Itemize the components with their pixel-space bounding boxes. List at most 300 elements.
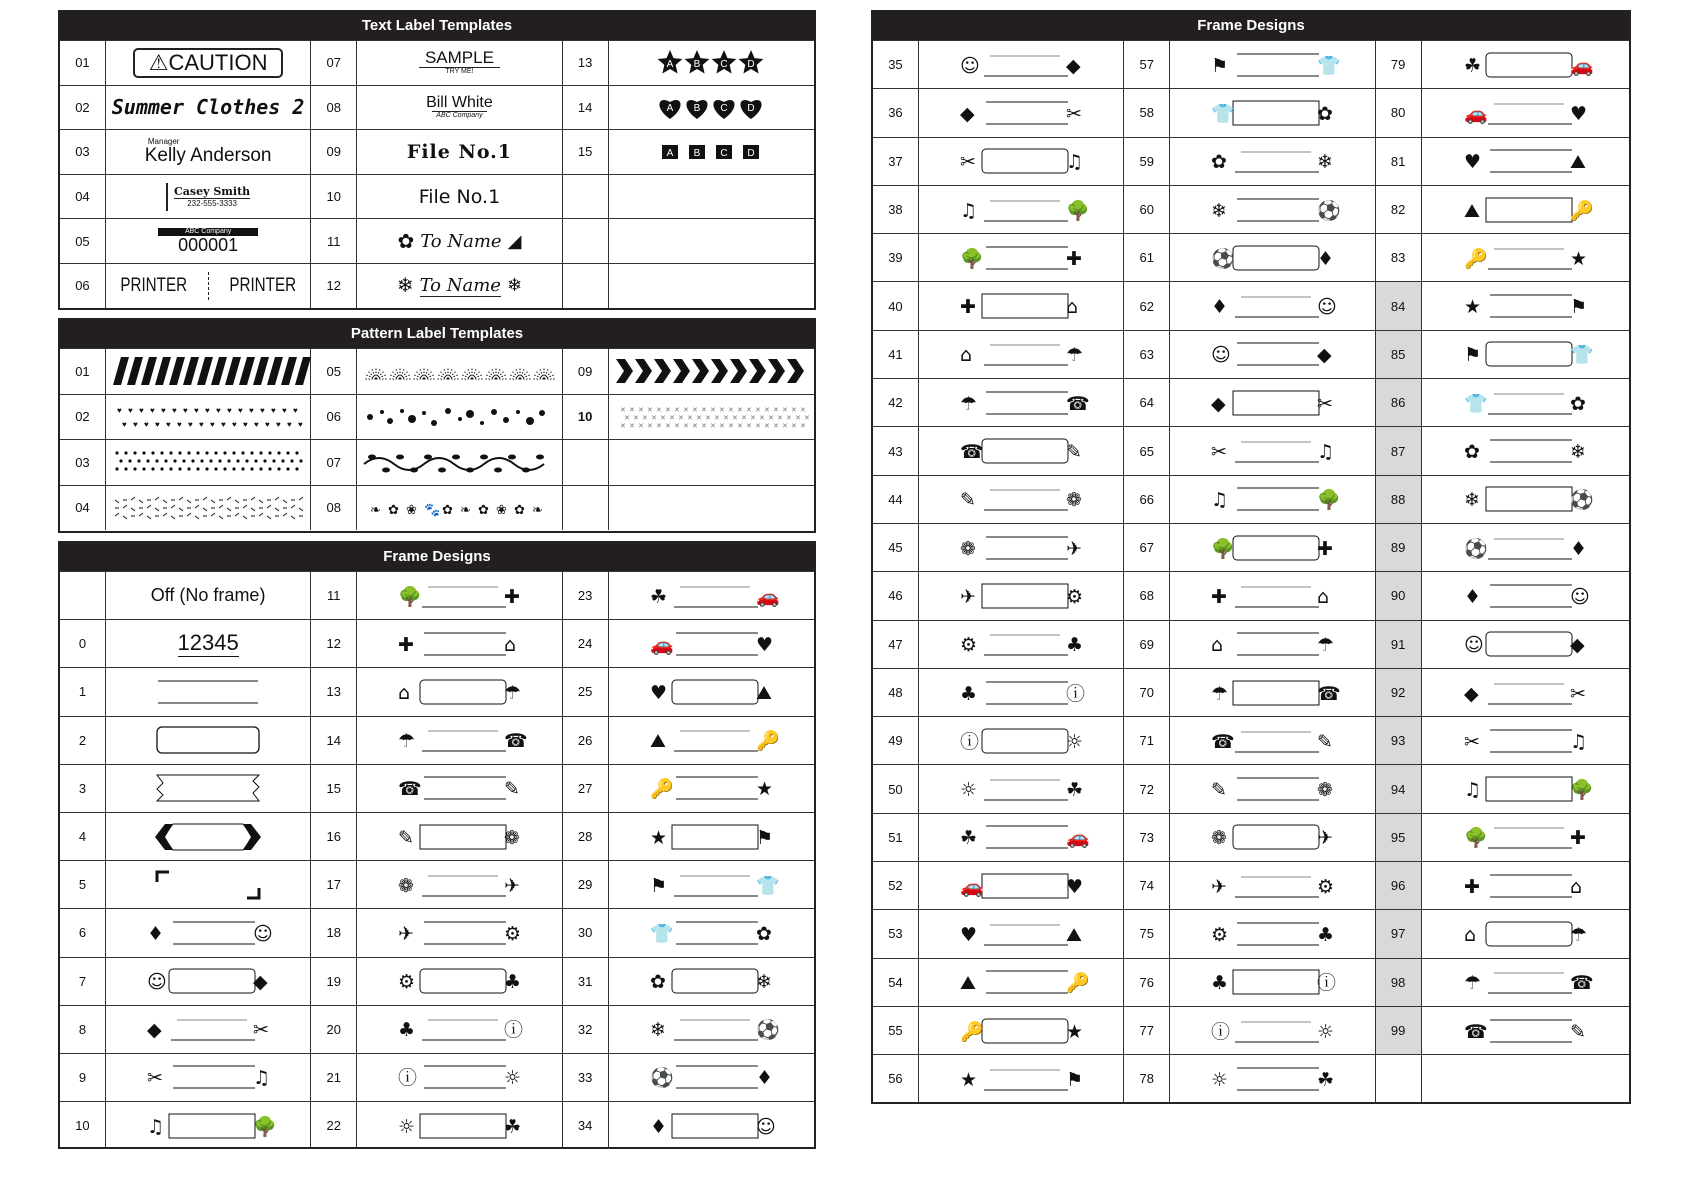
shape-letter: B (693, 58, 701, 70)
template-number: 10 (563, 395, 609, 440)
frame-sample (106, 620, 311, 667)
frame-row (873, 1006, 1629, 1054)
frame-right-ornament-icon: ☺ (1317, 296, 1338, 319)
template-number: 03 (60, 440, 106, 485)
frame-sample (609, 861, 814, 908)
frame-left-ornament-icon: ⚽ (650, 1067, 674, 1090)
svg-text:♥: ♥ (172, 405, 177, 415)
pattern-sample (357, 440, 562, 485)
svg-text:♥: ♥ (144, 419, 149, 429)
frame-number: 17 (311, 861, 357, 908)
svg-text:♥: ♥ (150, 405, 155, 415)
frame-right-ornament-icon: ⚙ (504, 922, 522, 945)
frame-66 (1207, 482, 1342, 516)
svg-text:✕: ✕ (674, 406, 681, 414)
frame-sample (1422, 814, 1629, 861)
casey-block (174, 185, 250, 209)
frame-row (873, 668, 1629, 716)
frame-right-ornament-icon: ⌂ (1570, 875, 1583, 898)
frame-left-ornament-icon: ☂ (398, 730, 416, 753)
frame-number: 14 (311, 717, 357, 764)
frame-number: 4 (60, 813, 106, 860)
svg-text:♥: ♥ (265, 419, 270, 429)
frame-number: 89 (1376, 524, 1422, 571)
frame-left-ornament-icon: ✂ (1211, 441, 1228, 464)
svg-text:✕: ✕ (660, 414, 667, 422)
frame-left-ornament-icon: ❁ (960, 537, 977, 560)
text-template-sample (609, 130, 814, 174)
frame-number: 25 (563, 668, 609, 715)
frame-9 (143, 1060, 273, 1094)
frame-number: 74 (1124, 862, 1170, 909)
frame-number: 46 (873, 572, 919, 619)
svg-text:✕: ✕ (633, 414, 640, 422)
frame-right-ornament-icon: ❄ (756, 971, 773, 994)
frame-number: 90 (1376, 572, 1422, 619)
frame-52 (956, 869, 1086, 903)
frame-left-ornament-icon: ♦ (1464, 585, 1482, 608)
frame-left-ornament-icon: ✈ (960, 585, 977, 608)
shape-letter: A (666, 58, 674, 70)
shape-letter: C (720, 147, 728, 159)
frame-42 (956, 386, 1090, 420)
frame-right-ornament-icon: ♥ (1066, 875, 1084, 898)
frame-left-ornament-icon: 🌳 (960, 247, 984, 270)
svg-text:✕: ✕ (782, 422, 789, 430)
shape-letter: B (693, 103, 701, 115)
frame-70 (1207, 676, 1342, 710)
frame-sample (919, 717, 1124, 764)
frame-62 (1207, 289, 1337, 323)
frame-right-ornament-icon: ❁ (1317, 779, 1334, 802)
frame-number: 48 (873, 669, 919, 716)
frame-left-ornament-icon: 🔑 (650, 778, 674, 801)
frame-row (60, 1053, 814, 1101)
frame-sample (106, 861, 311, 908)
frame-left-ornament-icon: ⚽ (1211, 247, 1236, 270)
frame-69 (1207, 627, 1337, 661)
pattern-sample (609, 395, 814, 440)
frame-number: 19 (311, 958, 357, 1005)
pattern-template-row (60, 485, 814, 531)
frame-right-ornament-icon: ✎ (504, 778, 521, 801)
template-number (563, 175, 609, 219)
frame-left-ornament-icon: ★ (1464, 296, 1482, 319)
template-number: 13 (563, 41, 609, 85)
frame-left-ornament-icon: ⚑ (650, 874, 668, 897)
frame-row (873, 716, 1629, 764)
frame-sample (357, 1054, 562, 1101)
text-templates-title: Text Label Templates (60, 12, 814, 40)
pattern-sample (357, 486, 562, 531)
frame-sample (1422, 959, 1629, 1006)
svg-text:❀: ❀ (496, 501, 508, 517)
svg-text:✕: ✕ (719, 406, 726, 414)
pattern-sample (106, 486, 311, 531)
frame-sample (919, 138, 1124, 185)
svg-text:♥: ♥ (298, 419, 303, 429)
frame-right-ornament-icon: ✂ (1317, 392, 1334, 415)
frame-left-ornament-icon: ☎ (960, 441, 984, 464)
frame-left-ornament-icon: ♥ (960, 923, 978, 946)
svg-text:✕: ✕ (705, 414, 712, 422)
frame-sample (919, 89, 1124, 136)
frame-sample (1422, 331, 1629, 378)
svg-text:✕: ✕ (651, 414, 658, 422)
frame-23 (646, 579, 780, 613)
frame-right-ornament-icon: ◆ (253, 971, 268, 994)
casey-smith-label: Casey Smith (174, 184, 251, 198)
frame-right-ornament-icon: ✈ (504, 874, 521, 897)
frame-left-ornament-icon: ⚑ (1211, 54, 1229, 77)
frame-right-ornament-icon: ☘ (1066, 779, 1084, 802)
frame-right-ornament-icon: 🔑 (756, 730, 780, 753)
frame-sample (1170, 138, 1375, 185)
svg-text:✕: ✕ (795, 414, 802, 422)
frame-60 (1207, 193, 1342, 227)
template-number: 10 (311, 175, 357, 219)
frame-number: 95 (1376, 814, 1422, 861)
frame-sample (1422, 1007, 1629, 1054)
svg-text:✕: ✕ (764, 422, 771, 430)
frame-left-ornament-icon: ✿ (650, 971, 667, 994)
svg-text:♥: ♥ (293, 405, 298, 415)
frame-37 (956, 144, 1086, 178)
svg-text:✕: ✕ (773, 406, 780, 414)
frame-right-ornament-icon: ⛰ (756, 681, 773, 704)
frame-number: 10 (60, 1102, 106, 1149)
abc-company-bar: ABC Company (158, 228, 258, 236)
frame-sample (106, 958, 311, 1005)
frame-11 (394, 579, 524, 613)
frame-18 (394, 916, 524, 950)
svg-text:✕: ✕ (638, 406, 645, 414)
frame-number: 78 (1124, 1055, 1170, 1102)
frame-sample (919, 186, 1124, 233)
svg-text:✕: ✕ (737, 406, 744, 414)
file-no-serif-label: File No.1 (406, 140, 513, 163)
frame-sample (609, 572, 814, 619)
svg-text:✕: ✕ (701, 422, 708, 430)
frame-right-ornament-icon: ☺ (756, 1115, 777, 1138)
frame-sample (1422, 572, 1629, 619)
svg-text:✕: ✕ (665, 406, 672, 414)
shape-letter: B (693, 147, 701, 159)
frame-right-ornament-icon: ◆ (1317, 344, 1333, 367)
frame-right-ornament-icon: ⓘ (1317, 972, 1337, 995)
frame-row (873, 137, 1629, 185)
frame-47 (956, 627, 1086, 661)
svg-text:✕: ✕ (786, 414, 793, 422)
text-template-row (60, 40, 814, 85)
text-template-sample (106, 130, 311, 174)
template-number: 06 (311, 395, 357, 440)
frame-sample (609, 668, 814, 715)
frame-sample (919, 234, 1124, 281)
frame-sample (106, 1102, 311, 1149)
frame-right-ornament-icon: ✿ (756, 922, 773, 945)
frame-right-ornament-icon: 🌳 (1066, 199, 1090, 222)
frame-sample (106, 909, 311, 956)
svg-text:✕: ✕ (710, 406, 717, 414)
frame-number: 44 (873, 476, 919, 523)
frame-right-ornament-icon: ⚙ (1066, 585, 1084, 608)
frame-right-ornament-icon: ☼ (504, 1067, 522, 1090)
frame-17 (394, 868, 524, 902)
svg-text:✕: ✕ (728, 406, 735, 414)
svg-text:✕: ✕ (678, 414, 685, 422)
frame-row (60, 1101, 814, 1149)
frame-left-ornament-icon: ✚ (1464, 875, 1481, 898)
frame-right-ornament-icon: ♦ (1570, 537, 1588, 560)
frame-78 (1207, 1062, 1337, 1096)
template-number: 07 (311, 41, 357, 85)
try-me-caption: TRY ME! (445, 68, 474, 76)
frame-left-ornament-icon: ❁ (398, 874, 415, 897)
frame-93 (1460, 724, 1590, 758)
frame-sample (1170, 1007, 1375, 1054)
frame-sample (106, 1006, 311, 1053)
template-number: 08 (311, 486, 357, 531)
frame-94 (1460, 772, 1594, 806)
svg-text:✕: ✕ (723, 414, 730, 422)
pattern-animals (364, 494, 554, 522)
text-template-sample (357, 175, 562, 219)
frame-right-ornament-icon: 👕 (1317, 54, 1342, 77)
frame-sample (919, 524, 1124, 571)
frame-row (873, 1054, 1629, 1102)
frame-number: 32 (563, 1006, 609, 1053)
frame-right-ornament-icon: ☎ (1066, 392, 1090, 415)
text-template-row (60, 85, 814, 130)
frame-sample (609, 958, 814, 1005)
svg-text:♥: ♥ (199, 419, 204, 429)
svg-text:✕: ✕ (710, 422, 717, 430)
frame-left-ornament-icon: ✈ (1211, 875, 1228, 898)
svg-text:✕: ✕ (804, 414, 811, 422)
svg-text:♥: ♥ (216, 405, 221, 415)
frame-sample (1422, 524, 1629, 571)
frame-number: 71 (1124, 717, 1170, 764)
frame-left-ornament-icon: ⚙ (398, 971, 416, 994)
frame-sample (1170, 765, 1375, 812)
frame-row (60, 571, 814, 619)
frame-right-ornament-icon: ⌂ (504, 633, 517, 656)
frame-14 (394, 723, 529, 757)
frame-number: 98 (1376, 959, 1422, 1006)
frame-left-ornament-icon: ✂ (960, 151, 977, 174)
frame-25 (646, 675, 776, 709)
frame-number: 85 (1376, 331, 1422, 378)
svg-text:♥: ♥ (194, 405, 199, 415)
svg-text:✕: ✕ (692, 422, 699, 430)
text-template-sample (357, 86, 562, 130)
dashed-divider (208, 272, 209, 300)
frame-left-ornament-icon: ☺ (960, 54, 980, 77)
frame-left-ornament-icon: ☺ (1211, 344, 1232, 367)
frame-number (60, 572, 106, 619)
frame-right-ornament-icon: ♫ (1570, 730, 1588, 753)
frame-left-ornament-icon: ⌂ (398, 681, 411, 704)
frame-number: 84 (1376, 282, 1422, 329)
frame-right-ornament-icon: ★ (756, 778, 774, 801)
frame-95 (1460, 820, 1590, 854)
text-template-sample (106, 41, 311, 85)
frame-sample (106, 717, 311, 764)
svg-text:♥: ♥ (155, 419, 160, 429)
frame-left-ornament-icon: ♣ (960, 682, 978, 705)
frame-sample (609, 765, 814, 812)
frame-sample (919, 1007, 1124, 1054)
frame-right-ornament-icon: ⛰ (1066, 923, 1083, 946)
frame-right-ornament-icon: ☼ (1066, 730, 1084, 753)
frame-number: 15 (311, 765, 357, 812)
frame-left-ornament-icon: ❄ (1464, 489, 1481, 512)
svg-text:✕: ✕ (741, 414, 748, 422)
svg-text:✕: ✕ (701, 406, 708, 414)
printer-label-right: PRINTER (229, 274, 296, 296)
frame-left-ornament-icon: ♦ (650, 1115, 668, 1138)
frame-number: 75 (1124, 910, 1170, 957)
caution-label: ⚠CAUTION (133, 48, 284, 78)
frame-right-ornament-icon: ◆ (1570, 634, 1585, 657)
frame-number: 47 (873, 621, 919, 668)
frame-right-ornament-icon: ☎ (1317, 682, 1342, 705)
frame-sample (1170, 379, 1375, 426)
frame-sample (609, 1054, 814, 1101)
svg-text:♥: ♥ (227, 405, 232, 415)
frame-91 (1460, 627, 1590, 661)
frame-right-ornament-icon: ☂ (1570, 923, 1588, 946)
frame-sample (919, 331, 1124, 378)
svg-text:♥: ♥ (260, 405, 265, 415)
frame-right-ornament-icon: ♫ (253, 1067, 271, 1090)
frame-sample (919, 572, 1124, 619)
frame-left-ornament-icon: ⓘ (1211, 1020, 1231, 1043)
svg-text:✕: ✕ (642, 414, 649, 422)
text-template-sample (357, 264, 562, 308)
svg-text:❧: ❧ (532, 501, 544, 517)
frame-sample (609, 620, 814, 667)
frame-right-ornament-icon: ⌂ (1066, 296, 1079, 319)
frame-right-ornament-icon: ⚑ (1066, 1068, 1084, 1091)
frame-84 (1460, 289, 1590, 323)
frame-right-ornament-icon: 🚗 (1066, 827, 1090, 850)
frame-sample (1170, 524, 1375, 571)
svg-text:♥: ♥ (282, 405, 287, 415)
svg-text:✕: ✕ (777, 414, 784, 422)
frame-zero-sample: 12345 (177, 630, 239, 656)
frame-right-ornament-icon: ♣ (1066, 634, 1084, 657)
frame-row (60, 764, 814, 812)
frame-sample (1170, 186, 1375, 233)
svg-text:✕: ✕ (638, 422, 645, 430)
frame-sample (609, 717, 814, 764)
frame-number: 58 (1124, 89, 1170, 136)
frame-row (60, 812, 814, 860)
frame-left-ornament-icon: ◆ (1211, 392, 1227, 415)
frame-right-ornament-icon: 🔑 (1066, 972, 1090, 995)
frame-left-ornament-icon: ❄ (1211, 199, 1228, 222)
frame-28 (646, 820, 776, 854)
svg-text:✕: ✕ (791, 422, 798, 430)
template-number (563, 264, 609, 308)
frame-number: 13 (311, 668, 357, 715)
frame-right-ornament-icon: ✎ (1317, 730, 1334, 753)
frame-34 (646, 1109, 776, 1143)
serial-number-label: 000001 (178, 235, 239, 256)
frame-sample (609, 1006, 814, 1053)
frame-left-ornament-icon: 🔑 (960, 1020, 984, 1043)
shape-letter: A (666, 103, 674, 115)
frame-sample (106, 1054, 311, 1101)
frame-number: 91 (1376, 621, 1422, 668)
template-number: 09 (311, 130, 357, 174)
template-number: 03 (60, 130, 106, 174)
frame-left-ornament-icon: ☺ (1464, 634, 1485, 657)
svg-text:✕: ✕ (719, 422, 726, 430)
frame-sample (1170, 41, 1375, 88)
frame-29 (646, 868, 780, 902)
template-number: 01 (60, 41, 106, 85)
frame-right-ornament-icon: ♫ (1317, 441, 1335, 464)
frame-64 (1207, 386, 1337, 420)
frame-sample (357, 1006, 562, 1053)
frame-row (873, 40, 1629, 88)
frame-6 (143, 916, 273, 950)
frame-number: 69 (1124, 621, 1170, 668)
printer-label-left: PRINTER (120, 274, 188, 296)
frame-number: 66 (1124, 476, 1170, 523)
frame-number: 77 (1124, 1007, 1170, 1054)
svg-text:✕: ✕ (732, 414, 739, 422)
frame-left-ornament-icon: ☺ (147, 971, 167, 994)
frame-right-ornament-icon: ♦ (756, 1067, 774, 1090)
frame-right-ornament-icon: ✚ (504, 585, 521, 608)
frame-left-ornament-icon: ⚙ (960, 634, 978, 657)
shape-letter: D (747, 58, 755, 70)
frame-sample (919, 476, 1124, 523)
frame-67 (1207, 531, 1337, 565)
frame-right-ornament-icon: ✿ (1317, 102, 1334, 125)
frame-41 (956, 337, 1086, 371)
svg-text:✕: ✕ (620, 422, 627, 430)
frame-45 (956, 531, 1086, 565)
frame-right-ornament-icon: ⚽ (756, 1019, 780, 1042)
frame-88 (1460, 482, 1594, 516)
frame-36 (956, 96, 1086, 130)
frame-56 (956, 1062, 1086, 1096)
frame-row (60, 716, 814, 764)
template-number (563, 440, 609, 485)
letter-shapes-15 (656, 137, 766, 167)
frame-right-ornament-icon: ✂ (1066, 102, 1083, 125)
frame-76 (1207, 965, 1337, 999)
pattern-sample (357, 349, 562, 394)
svg-text:✕: ✕ (696, 414, 703, 422)
frame-right-ornament-icon: ❄ (1317, 151, 1334, 174)
template-number (563, 219, 609, 263)
frame-row (873, 764, 1629, 812)
frame-left-ornament-icon: 👕 (1211, 102, 1236, 125)
frame-number: 50 (873, 765, 919, 812)
frame-number: 37 (873, 138, 919, 185)
frame-81 (1460, 144, 1590, 178)
frame-number: 76 (1124, 959, 1170, 1006)
frame-sample (1170, 476, 1375, 523)
frame-right-ornament-icon: ✚ (1066, 247, 1083, 270)
frame-left-ornament-icon: ⌂ (960, 344, 973, 367)
